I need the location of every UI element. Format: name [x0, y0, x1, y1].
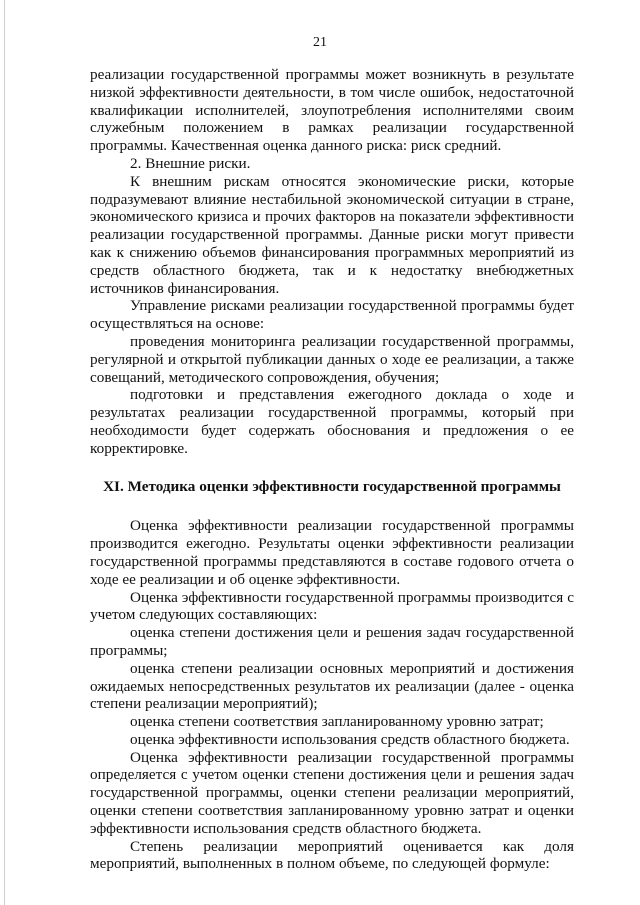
- page-number: 21: [313, 35, 327, 50]
- paragraph: Степень реализации мероприятий оценивается как доля мероприятий, выполненных в полном объеме, по следующей формуле:: [90, 837, 574, 873]
- paragraph: оценка степени соответствия запланированному уровню затрат;: [130, 713, 544, 731]
- paragraph: 2. Внешние риски.: [130, 154, 251, 172]
- text-section-methodology: [90, 517, 574, 873]
- paragraph: К внешним рискам относятся экономические риски, которые подразумевают влияние нестабильной экономической ситуации в стране, экономического кризиса и прочих факторов на показатели эффективности реализации государственной программы. Данные риски могут привести как к снижению объемов финансирования программных мероприятий из средств областного бюджета, так и к недостатку внебюджетных источников финансирования.: [90, 172, 574, 297]
- paragraph: Оценка эффективности государственной программы производится с учетом следующих составляющих:: [90, 588, 574, 624]
- paragraph: оценка степени реализации основных мероприятий и достижения ожидаемых непосредственных результатов их реализации (далее - оценка степени реализации мероприятий);: [90, 659, 574, 713]
- paragraph: Оценка эффективности реализации государственной программы производится ежегодно. Результаты оценки эффективности реализации государственной программы представляются в составе годового отчета о ходе ее реализации и об оценке эффективности.: [90, 517, 574, 588]
- paragraph: проведения мониторинга реализации государственной программы, регулярной и открытой публикации данных о ходе ее реализации, а также совещаний, методического сопровождения, обучения;: [90, 332, 574, 386]
- section-heading: XI. Методика оценки эффективности государственной программы: [103, 477, 561, 495]
- paragraph: Оценка эффективности реализации государственной программы определяется с учетом оценки степени достижения цели и решения задач государственной программы, оценки степени реализации мероприятий, оценки степени соответствия запланированному уровню затрат и оценки эффективности использования средств областного бюджета.: [90, 748, 574, 837]
- document-body: [90, 66, 574, 873]
- paragraph: оценка эффективности использования средств областного бюджета.: [130, 730, 570, 748]
- paragraph: оценка степени достижения цели и решения задач государственной программы;: [90, 624, 574, 659]
- scan-edge-line: [4, 0, 5, 905]
- paragraph: Управление рисками реализации государственной программы будет осуществляться на основе:: [90, 297, 574, 333]
- paragraph: реализации государственной программы может возникнуть в результате низкой эффективности деятельности, в том числе ошибок, недостаточной квалификации исполнителей, злоупотребления исполнителями своим служебным положением в рамках реализации государственной программы. Качественная оценка данного риска: риск средний.: [90, 66, 574, 155]
- text-section-risks: [90, 66, 574, 458]
- paragraph: подготовки и представления ежегодного доклада о ходе и результатах реализации государственной программы, который при необходимости будет содержать обоснования и предложения о ее корректировке.: [90, 386, 574, 457]
